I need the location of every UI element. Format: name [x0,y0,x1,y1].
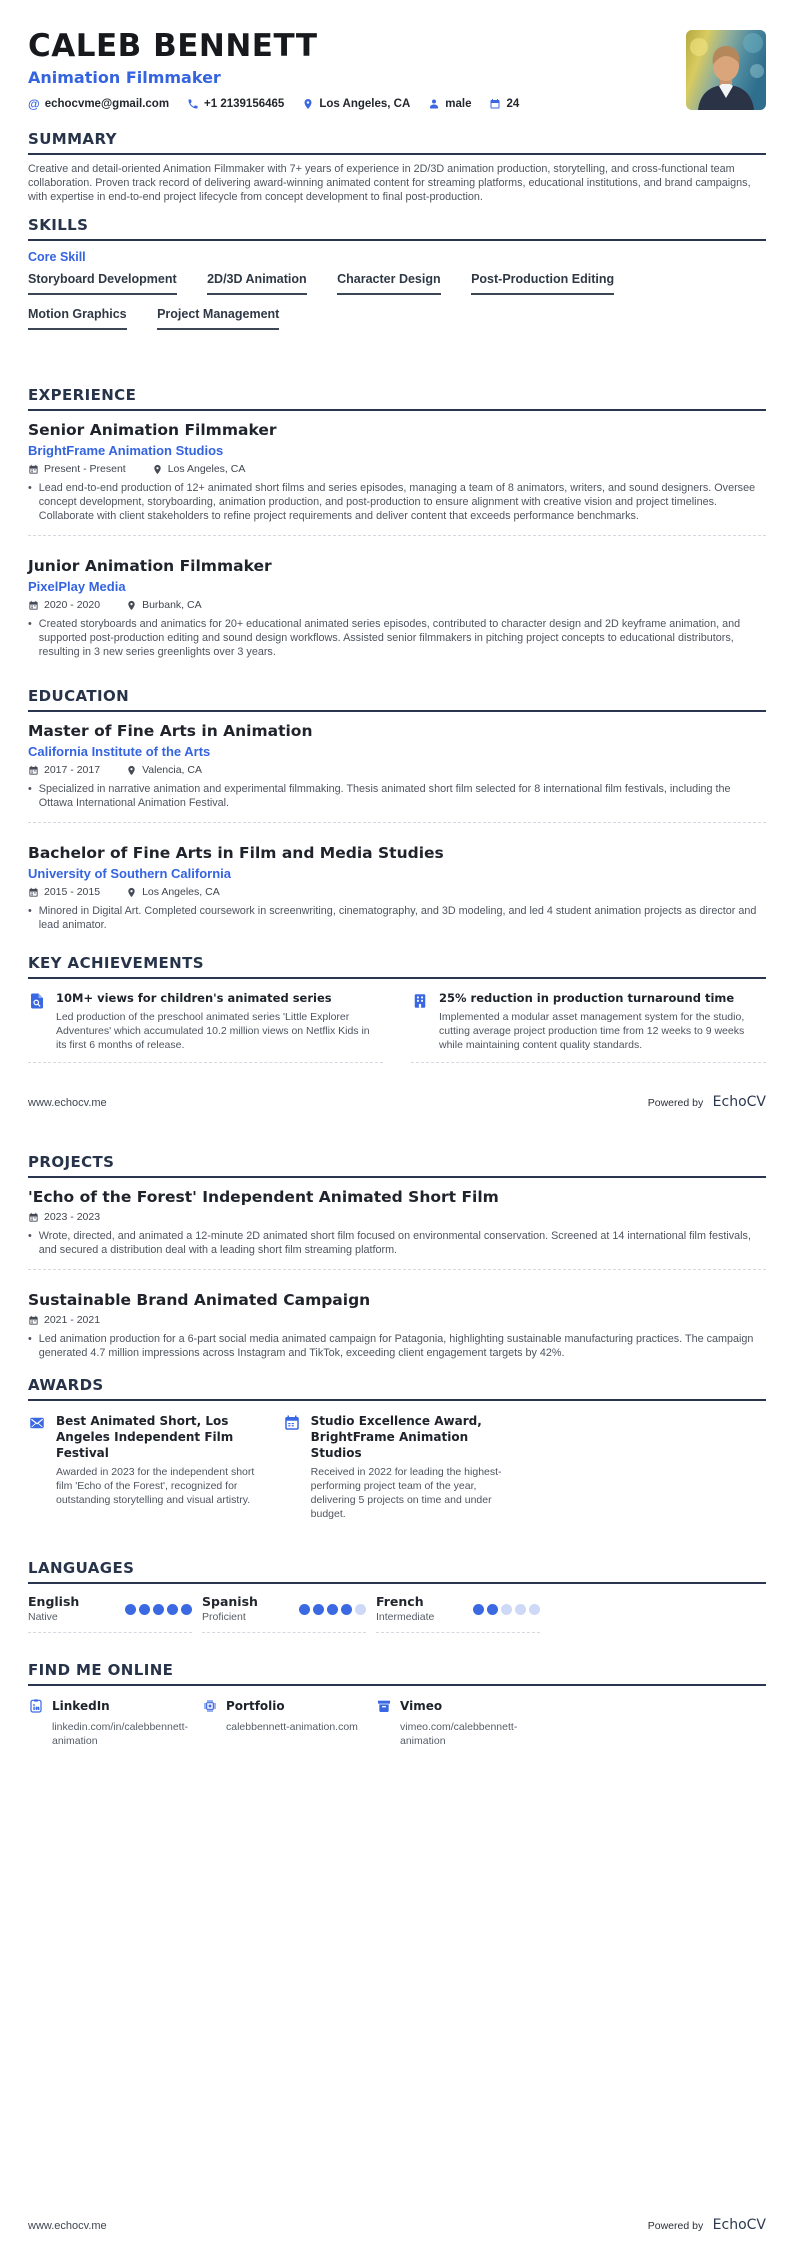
proficiency-dots [473,1604,540,1615]
online-item-portfolio[interactable] [202,1698,366,1748]
achievements-grid [28,991,766,1063]
contact-location [302,97,410,111]
achievements-heading: KEY ACHIEVEMENTS [28,954,766,979]
powered-by-text: Powered by [647,1097,704,1109]
skill-tag: Storyboard Development [28,272,177,295]
language-level: Proficient [202,1611,246,1623]
awards-heading: AWARDS [28,1376,766,1401]
section-education [28,687,766,932]
footer-powered-by [648,2216,766,2234]
entry-dates: 2017 - 2017 [28,764,100,777]
dashed-divider [28,822,766,823]
location-pin-icon [126,887,137,898]
language-level: Intermediate [376,1611,435,1623]
dot-empty [501,1604,512,1615]
brand-link[interactable]: EchoCV [712,2217,766,2233]
dot-filled [139,1604,150,1615]
building-icon [411,991,429,1052]
projects-heading: PROJECTS [28,1153,766,1178]
language-text [28,1594,79,1624]
dot-filled [299,1604,310,1615]
achievement-item [28,991,383,1063]
position-title: Senior Animation Filmmaker [28,421,277,439]
project-title: 'Echo of the Forest' Independent Animated Short Film [28,1188,499,1206]
skill-tag: 2D/3D Animation [207,272,307,295]
section-skills [28,216,766,340]
contact-gender [428,97,471,111]
entry-meta [28,764,766,777]
section-summary [28,130,766,204]
dot-filled [487,1604,498,1615]
contact-age [489,97,519,111]
brand-link[interactable]: EchoCV [712,1094,766,1110]
location-pin-icon [126,765,137,776]
entry-dates: 2015 - 2015 [28,886,100,899]
project-entry [28,1290,766,1360]
awards-grid [28,1413,766,1521]
award-item [28,1413,257,1521]
entry-bullet: • Minored in Digital Art. Completed coursework in screenwriting, cinematography, and 3D modeling, and led 4 student animation projects as director and lead animator. [28,905,757,931]
company-name: BrightFrame Animation Studios [28,443,224,458]
footer-site-link[interactable]: www.echocv.me [28,1097,107,1109]
entry-location: Los Angeles, CA [152,463,246,476]
language-text [376,1594,434,1624]
language-item [28,1594,192,1633]
entry-location: Los Angeles, CA [126,886,220,899]
language-text [202,1594,258,1624]
entry-dates: 2023 - 2023 [28,1211,100,1224]
bullet-marker: • [28,783,32,795]
entry-location: Burbank, CA [126,599,202,612]
dot-filled [125,1604,136,1615]
footer-powered-by [648,1093,766,1111]
dashed-divider [28,535,766,536]
bullet-marker: • [28,1333,32,1345]
contact-row [28,97,766,111]
skill-tag: Post-Production Editing [471,272,614,295]
online-item-header [202,1698,366,1714]
language-item [202,1594,366,1633]
section-experience [28,386,766,659]
education-heading: EDUCATION [28,687,766,712]
section-projects [28,1153,766,1360]
dot-filled [181,1604,192,1615]
languages-grid [28,1594,766,1633]
calendar-icon [283,1413,301,1521]
achievement-text: Led production of the preschool animated series 'Little Explorer Adventures' which accumulated 10.2 million views on Netflix Kids in its first 6 months of release. [56,1011,370,1051]
bullet-marker: • [28,482,32,494]
online-url[interactable]: linkedin.com/in/calebbennett-animation [52,1721,188,1747]
profile-photo [686,30,766,110]
languages-heading: LANGUAGES [28,1559,766,1584]
experience-entry [28,556,766,659]
job-title: Animation Filmmaker [28,68,221,87]
powered-by-text: Powered by [647,2220,704,2232]
page-footer [28,1093,766,1111]
award-text: Awarded in 2023 for the independent short film 'Echo of the Forest', recognized for outstanding storytelling and visual artistry. [56,1466,255,1506]
entry-meta [28,886,766,899]
award-content [311,1413,512,1521]
dot-filled [313,1604,324,1615]
online-grid [28,1698,766,1748]
award-title: Best Animated Short, Los Angeles Independent Film Festival [56,1414,234,1460]
location-pin-icon [152,464,163,475]
page-2 [0,1123,794,2246]
entry-dates: Present - Present [28,463,126,476]
achievement-title: 25% reduction in production turnaround time [439,991,735,1005]
section-find-me-online [28,1661,766,1748]
achievement-content [439,991,766,1052]
achievement-title: 10M+ views for children's animated series [56,991,332,1005]
summary-heading: SUMMARY [28,130,766,155]
dot-filled [341,1604,352,1615]
entry-bullet: • Lead end-to-end production of 12+ animated short films and series episodes, managing a team of 8 animators, writers, and sound designers. Oversee concept development, storyboarding, animation production, and post-production to ensure alignment with creative vision and project timelines. Collaborate with client stakeholders to refine project requirements and deliver content that exceeds performance benchmarks. [28,482,756,522]
experience-entry [28,420,766,523]
proficiency-dots [299,1604,366,1615]
calendar-icon [28,1212,39,1223]
vimeo-icon [376,1698,392,1714]
skill-tag: Project Management [157,307,279,330]
bullet-marker: • [28,1230,32,1242]
calendar-icon [28,887,39,898]
calendar-icon [28,1315,39,1326]
achievement-item [411,991,766,1063]
contact-email[interactable] [28,97,169,111]
language-name: Spanish [202,1594,258,1609]
award-content [56,1413,257,1521]
entry-dates: 2021 - 2021 [28,1314,100,1327]
section-awards [28,1376,766,1521]
linkedin-icon [28,1698,44,1714]
skills-heading: SKILLS [28,216,766,241]
dot-empty [515,1604,526,1615]
language-name: English [28,1594,80,1609]
location-pin-icon [126,600,137,611]
find-me-online-heading: FIND ME ONLINE [28,1661,766,1686]
calendar-icon [28,464,39,475]
footer-site-link[interactable]: www.echocv.me [28,2220,107,2232]
document-search-icon [28,991,46,1052]
online-label: LinkedIn [52,1699,110,1713]
education-entry [28,721,766,810]
entry-bullet: • Created storyboards and animatics for 20+ educational animated series episodes, contributed to character design and 2D keyframe animation, and supported post-production editing and sound design workflows. Assisted senior filmmakers in pitching project concepts to educational distributors, resulting in 3 new series greenlights over 3 years. [28,618,741,658]
award-text: Received in 2022 for leading the highest-performing project team of the year, delivering 5 projects on time and under budget. [310,1466,502,1520]
mail-icon: @ [28,97,40,111]
contact-age-text: 24 [506,98,520,110]
project-entry [28,1187,766,1257]
skill-group-label: Core Skill [28,250,86,264]
proficiency-dots [125,1604,192,1615]
calendar-icon [28,765,39,776]
language-item [376,1594,540,1633]
phone-icon [187,98,199,110]
dot-filled [167,1604,178,1615]
online-label: Portfolio [226,1699,285,1713]
dot-empty [529,1604,540,1615]
entry-location: Valencia, CA [126,764,202,777]
entry-bullet: • Led animation production for a 6-part social media animated campaign for Patagonia, highlighting sustainable manufacturing practices. The campaign generated 4.7 million impressions across Instagram and TikTok, exceeding client engagement targets by 42%. [28,1333,754,1359]
school-name: California Institute of the Arts [28,744,211,759]
entry-bullet: • Wrote, directed, and animated a 12-minute 2D animated short film focused on environmental conservation. Screened at 14 international film festivals, and secured a distribution deal with a leading short film streaming platform. [28,1230,751,1256]
section-key-achievements [28,954,766,1063]
company-name: PixelPlay Media [28,579,126,594]
online-item-linkedin[interactable] [28,1698,192,1748]
online-item-header [376,1698,540,1714]
education-entry [28,843,766,932]
bullet-marker: • [28,905,32,917]
contact-email-text: echocvme@gmail.com [44,98,170,110]
page-footer [28,2216,766,2234]
envelope-icon [28,1413,46,1521]
achievement-text: Implemented a modular asset management system for the studio, cutting average project production time from 12 weeks to 9 weeks while maintaining content quality standards. [439,1011,745,1051]
bullet-marker: • [28,618,32,630]
entry-bullet: • Specialized in narrative animation and experimental filmmaking. Thesis animated short film selected for 8 international film festivals, including the Ottawa International Animation Festival. [28,783,731,809]
contact-phone[interactable] [187,97,284,111]
section-languages [28,1559,766,1633]
person-icon [428,98,440,110]
entry-meta [28,463,766,476]
online-item-header [28,1698,192,1714]
experience-heading: EXPERIENCE [28,386,766,411]
resume-header [28,30,766,111]
position-title: Junior Animation Filmmaker [28,557,272,575]
entry-dates: 2020 - 2020 [28,599,100,612]
project-title: Sustainable Brand Animated Campaign [28,1291,371,1309]
location-pin-icon [302,98,314,110]
contact-gender-text: male [445,98,472,110]
entry-meta [28,599,766,612]
candidate-name: CALEB BENNETT [28,28,318,64]
online-label: Vimeo [400,1699,443,1713]
language-name: French [376,1594,424,1609]
online-url[interactable]: vimeo.com/calebbennett-animation [400,1721,518,1747]
summary-text: Creative and detail-oriented Animation Filmmaker with 7+ years of experience in 2D/3D animation production, storytelling, and cross-functional team collaboration. Proven track record of delivering award-winning animated content for streaming platforms, educational institutions, and brand campaigns, with expertise in end-to-end project lifecycle from concept development to final post-production. [28,163,751,203]
dot-filled [327,1604,338,1615]
contact-location-text: Los Angeles, CA [319,98,411,110]
entry-meta [28,1211,766,1224]
dashed-divider [28,1269,766,1270]
skill-tag: Motion Graphics [28,307,127,330]
skill-tag: Character Design [337,272,441,295]
award-title: Studio Excellence Award, BrightFrame Animation Studios [310,1414,482,1460]
degree-title: Bachelor of Fine Arts in Film and Media Studies [28,844,444,862]
skill-tags [28,270,766,340]
contact-phone-text: +1 2139156465 [204,98,285,110]
online-url[interactable]: calebbennett-animation.com [226,1721,358,1733]
degree-title: Master of Fine Arts in Animation [28,722,313,740]
school-name: University of Southern California [28,866,231,881]
language-level: Native [28,1611,58,1623]
dot-filled [153,1604,164,1615]
portfolio-chip-icon [202,1698,218,1714]
dot-empty [355,1604,366,1615]
entry-meta [28,1314,766,1327]
calendar-icon [489,98,501,110]
online-item-vimeo[interactable] [376,1698,540,1748]
achievement-content [56,991,383,1052]
dot-filled [473,1604,484,1615]
calendar-icon [28,600,39,611]
award-item [283,1413,512,1521]
